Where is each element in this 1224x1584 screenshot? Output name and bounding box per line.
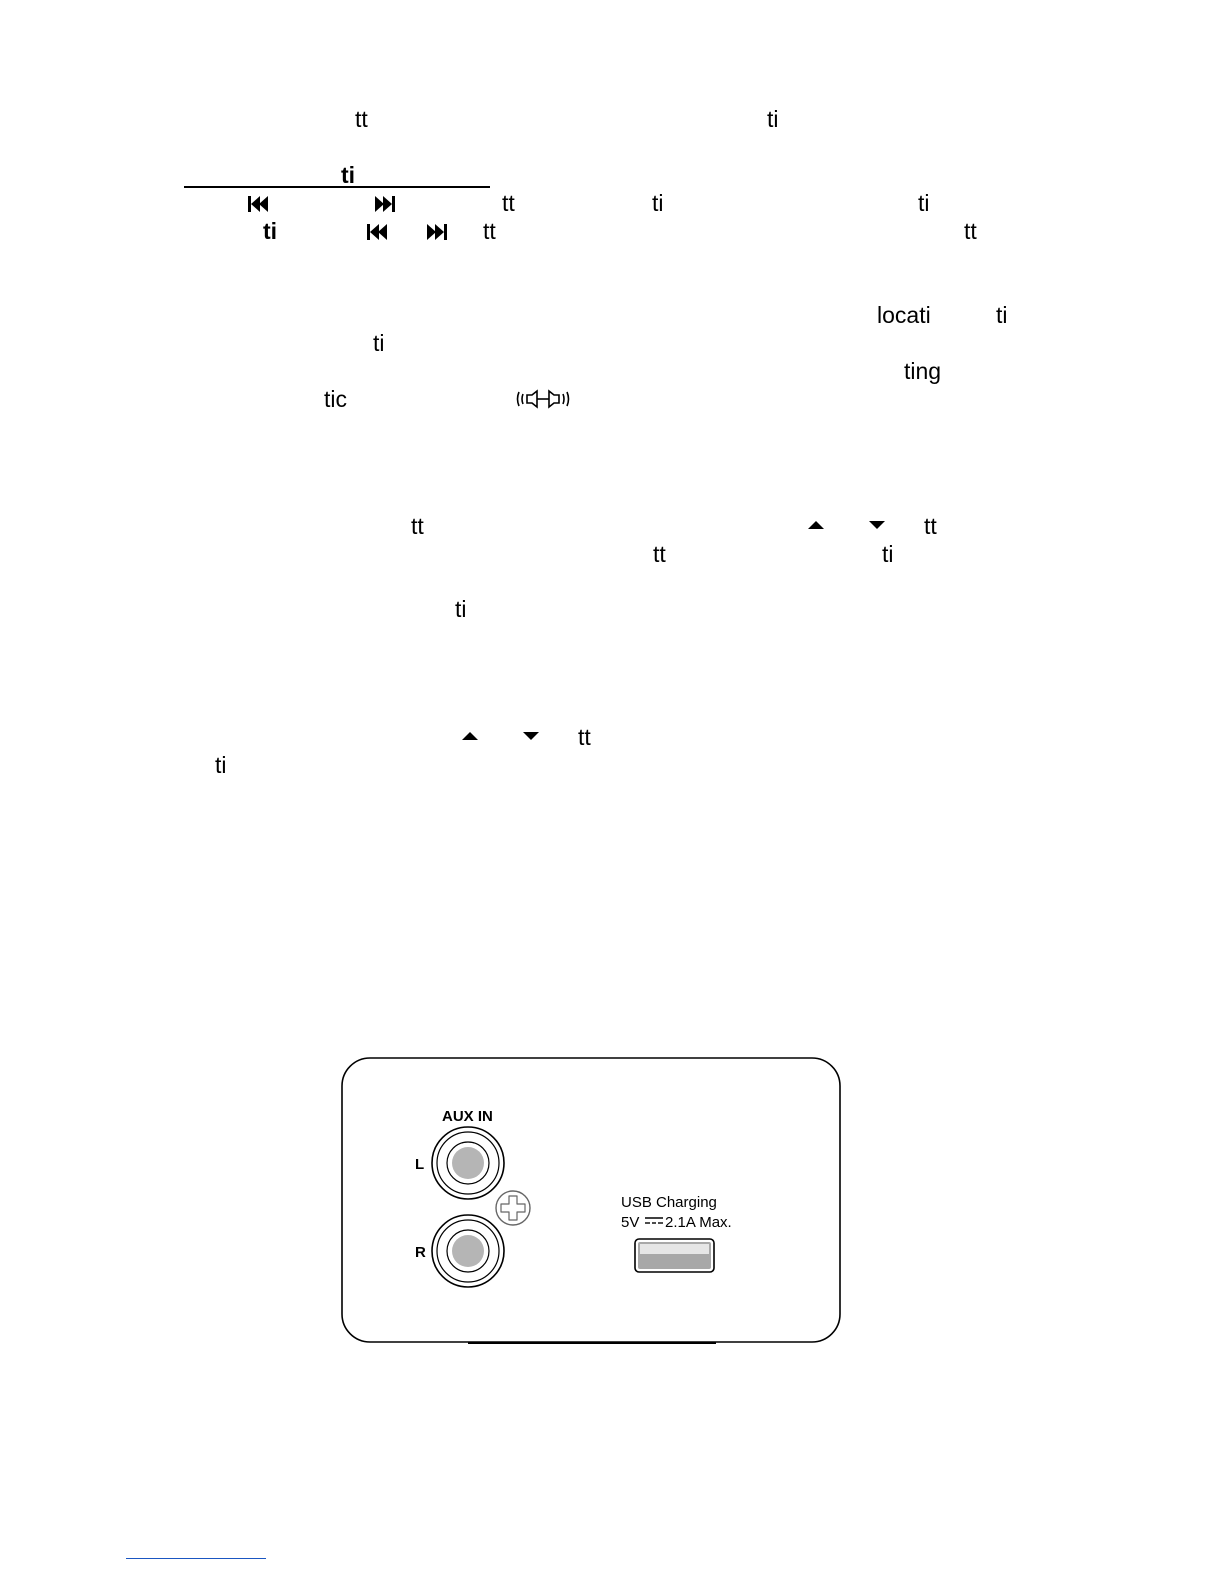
usb-voltage-label: 5V — [621, 1214, 640, 1231]
aux-right-jack — [432, 1215, 504, 1287]
text-fragment: ti — [882, 541, 894, 567]
text-fragment: tt — [483, 218, 496, 244]
text-fragment: ti — [373, 330, 385, 356]
text-fragment: ti — [215, 752, 227, 778]
text-fragment: tt — [924, 513, 937, 539]
aux-left-jack — [432, 1127, 504, 1199]
left-channel-label: L — [415, 1156, 425, 1173]
next-track-icon — [426, 223, 448, 241]
previous-track-icon — [247, 195, 269, 213]
triangle-up-icon — [460, 730, 480, 742]
text-fragment: tt — [411, 513, 424, 539]
text-fragment: ti — [767, 106, 779, 132]
usb-charging-label: USB Charging — [621, 1194, 717, 1211]
text-fragment: ti — [918, 190, 930, 216]
text-fragment: locati — [877, 302, 931, 328]
text-fragment: tic — [324, 386, 347, 412]
next-track-icon — [374, 195, 396, 213]
usb-current-label: 2.1A Max. — [665, 1214, 732, 1231]
right-channel-label: R — [415, 1244, 426, 1261]
screw-icon — [496, 1191, 530, 1225]
text-fragment: ti — [652, 190, 664, 216]
text-fragment: ti — [263, 218, 278, 244]
panel-outline — [342, 1058, 840, 1343]
text-fragment: tt — [578, 724, 591, 750]
text-fragment: tt — [502, 190, 515, 216]
triangle-down-icon — [521, 730, 541, 742]
triangle-up-icon — [806, 519, 826, 531]
heading-underline — [184, 186, 490, 188]
text-fragment: ti — [455, 596, 467, 622]
usb-port — [635, 1239, 714, 1272]
aux-in-label: AUX IN — [442, 1108, 493, 1125]
speaker-vibrate-icon — [516, 388, 570, 410]
dc-symbol-icon — [645, 1218, 663, 1223]
text-fragment: tt — [355, 106, 368, 132]
text-fragment: ting — [904, 358, 942, 384]
previous-track-icon — [366, 223, 388, 241]
text-fragment: tt — [964, 218, 977, 244]
triangle-down-icon — [867, 519, 887, 531]
section-heading: ti — [341, 162, 356, 188]
text-fragment: tt — [653, 541, 666, 567]
link-underline[interactable] — [126, 1558, 266, 1559]
text-fragment: ti — [996, 302, 1008, 328]
